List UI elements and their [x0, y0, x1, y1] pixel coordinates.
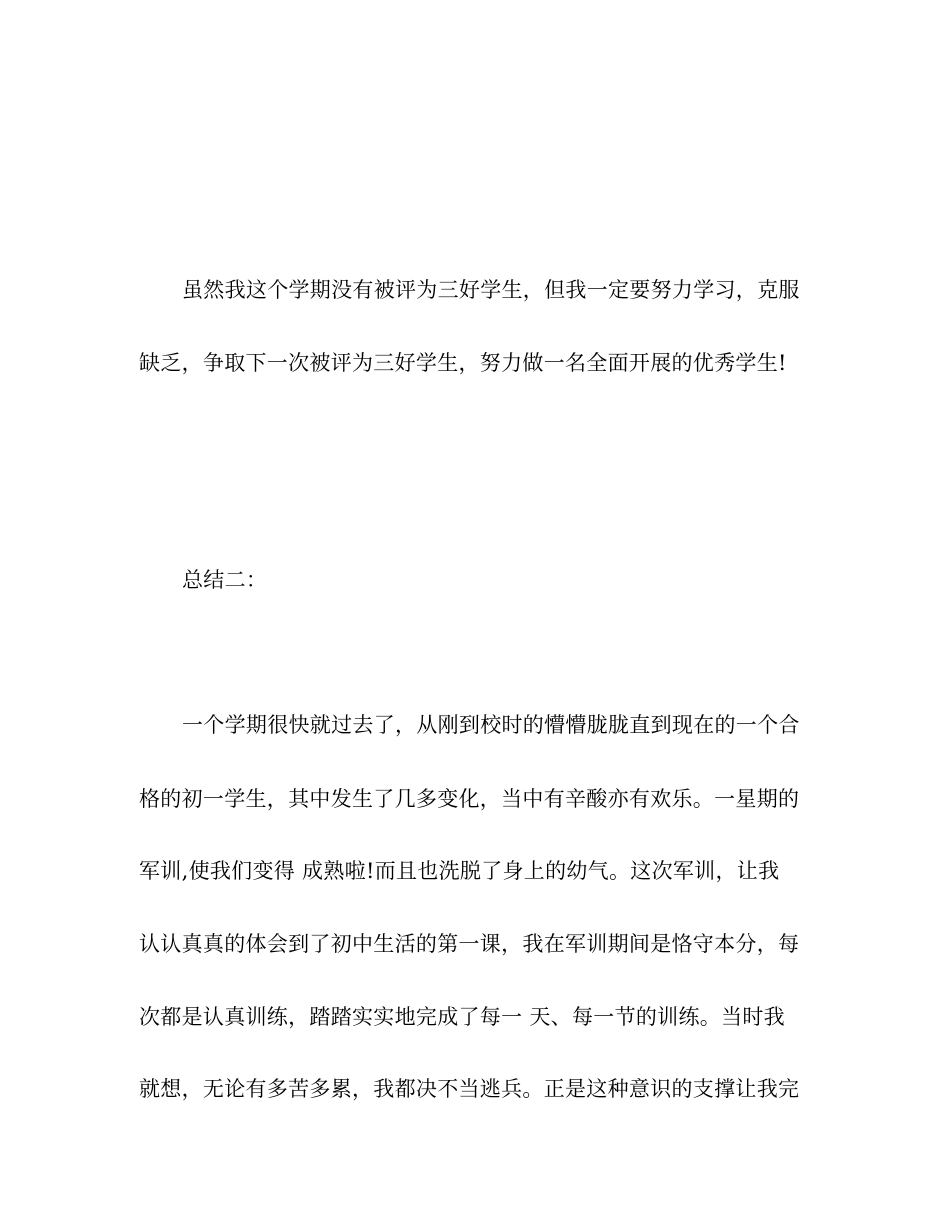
- paragraph-2-line-4: 认认真真的体会到了初中生活的第一课，我在军训期间是恪守本分，每: [139, 932, 800, 956]
- paragraph-2-line-5: 次都是认真训练，踏踏实实地完成了每一 天、每一节的训练。当时我: [139, 1005, 785, 1029]
- paragraph-2-line-2: 格的初一学生，其中发生了几多变化，当中有辛酸亦有欢乐。一星期的: [139, 787, 800, 811]
- paragraph-1-line-2: 缺乏，争取下一次被评为三好学生，努力做一名全面开展的优秀学生!: [139, 351, 787, 375]
- section-heading: 总结二：: [182, 568, 268, 592]
- paragraph-2-line-1: 一个学期很快就过去了，从刚到校时的懵懵胧胧直到现在的一个合: [182, 713, 800, 737]
- paragraph-1-line-1: 虽然我这个学期没有被评为三好学生，但我一定要努力学习，克服: [182, 278, 800, 302]
- paragraph-2-line-6: 就想，无论有多苦多累，我都决不当逃兵。正是这种意识的支撑让我完: [139, 1077, 800, 1101]
- paragraph-2-line-3: 军训,使我们变得 成熟啦!而且也洗脱了身上的幼气。这次军训，让我: [139, 859, 780, 883]
